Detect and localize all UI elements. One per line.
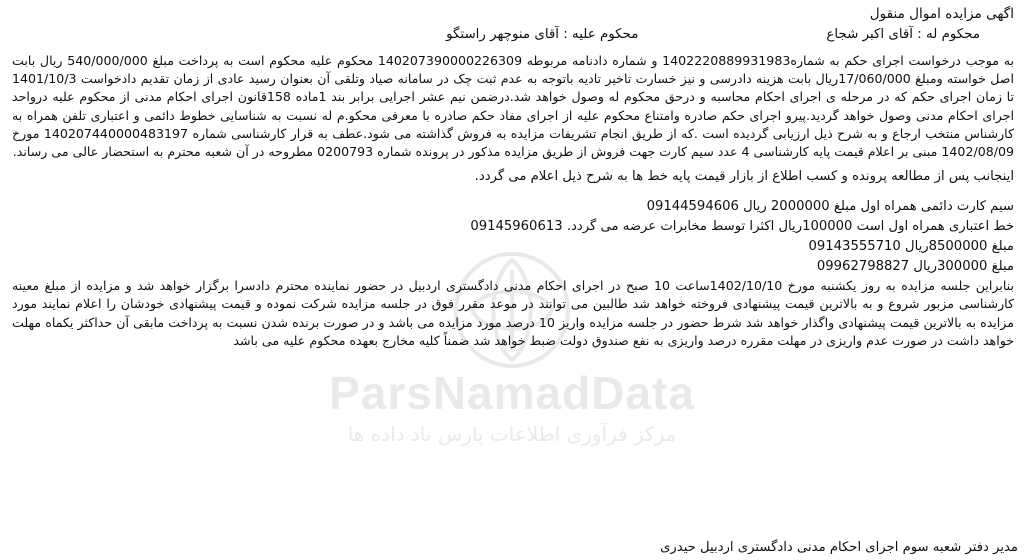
notice-document xyxy=(4,4,1016,556)
list-item-3: مبلغ 8500000ریال 09143555710 xyxy=(808,239,1014,255)
plaintiff-label: محکوم له : آقای اکبر شجاع xyxy=(826,27,980,42)
list-item-1: سیم کارت دائمی همراه اول مبلغ 2000000 ریال 09144594606 xyxy=(646,199,1014,215)
parties-line xyxy=(12,24,1014,46)
list-item-2: خط اعتباری همراه اول است 100000ریال اکثرا توسط مخابرات عرضه می گردد. 09145960613 xyxy=(470,219,1014,235)
watermark-text-en: ParsNamadData xyxy=(329,367,695,419)
paragraph-auction-session: بنابراین جلسه مزایده به روز یکشنبه مورخ 1402/10/10ساعت 10 صبح در اجرای احکام مدنی دادگستری اردبیل در حضور نماینده محترم دادسرا برگزار خواهد شد و مزایده از مبلغ معینه کارشناسی مزبور شروع و به بالاترین قیمت پیشنهادی فروخته خواهد شد طالبین می توانند در موعد مقرر فوق در جلسه مزایده شرکت نموده و قیمت پیشنهادی خودشان را اعلام نمایند مورد مزایده به بالاترین قیمت پیشنهادی واگذار خواهد شد شرط حضور در جلسه مزایده واریز 10 درصد مورد مزایده می باشد و در صورت برنده شدن نسبت به پرداخت مابقی آن حداکثر یکماه مهلت خواهد داشت در صورت عدم واریزی در مهلت مقرره درصد واریزی به نفع صندوق دولت ضبط خواهد شد ضمناً کلیه مخارج بعهده محکوم علیه می باشد xyxy=(12,278,1014,348)
paragraph-expert: اینجانب پس از مطالعه پرونده و کسب اطلاع از بازار قیمت پایه خط ها به شرح ذیل اعلام می گردد. xyxy=(474,169,1014,185)
list-item-4: مبلغ 300000ریال 09962798827 xyxy=(816,259,1014,275)
notice-title: اگهی مزایده اموال منقول xyxy=(869,6,1014,22)
paragraph-judgment: به موجب درخواست اجرای حکم به شماره1402220889931983 و شماره دادنامه مربوطه 140207390000226309 محکوم علیه محکوم است به پرداخت مبلغ 540/000/000 ریال بابت اصل خواسته ومبلغ 17/060/000ریال بابت هزینه دادرسی و نیز خسارت تاخیر تادیه باتوجه به عدم ثبت چک در سامانه صیاد وتلقی آن بعنوان رسید عادی از زمان تقدیم دادخواست 1401/10/3 تا زمان اجرای حکم که در مرحله ی اجرای احکام محاسبه و درحق محکوم له وصول خواهد شد.درضمن نیم عشر اجرایی برابر بند 1ماده 158قانون اجرای احکام مدنی از محکوم علیه درواحد اجرای احکام مدنی وصول خواهد گردید.پیرو اجرای حکم صادره وامتناع محکوم علیه از اجرای مفاد حکم صادره با معرفی محکو.م له نسبت به شناسایی خطوط دائمی و اعتباری تلفن همراه به کارشناس منتخب ارجاع و به شرح ذیل ارزیابی گردیده است .که از طریق انجام تشریفات مزایده به فروش گذاشته می شود.عطف به قرار کارشناسی شماره 140207440000483197 مورخ 1402/08/09 مبنی بر اعلام قیمت پایه کارشناسی 4 عدد سیم کارت جهت فروش از طریق مزایده مذکور در پرونده شماره 0200793 مطروحه در آن شعبه محترم به استحضار عالی می رساند. xyxy=(12,53,1015,160)
watermark-text-fa: مرکز فرآوری اطلاعات پارس ناد داده ها xyxy=(347,422,677,446)
signature-line: مدیر دفتر شعبه سوم اجرای احکام مدنی دادگستری اردبیل حیدری xyxy=(660,540,1018,555)
defendant-label: محکوم علیه : آقای منوچهر راستگو xyxy=(446,27,639,42)
